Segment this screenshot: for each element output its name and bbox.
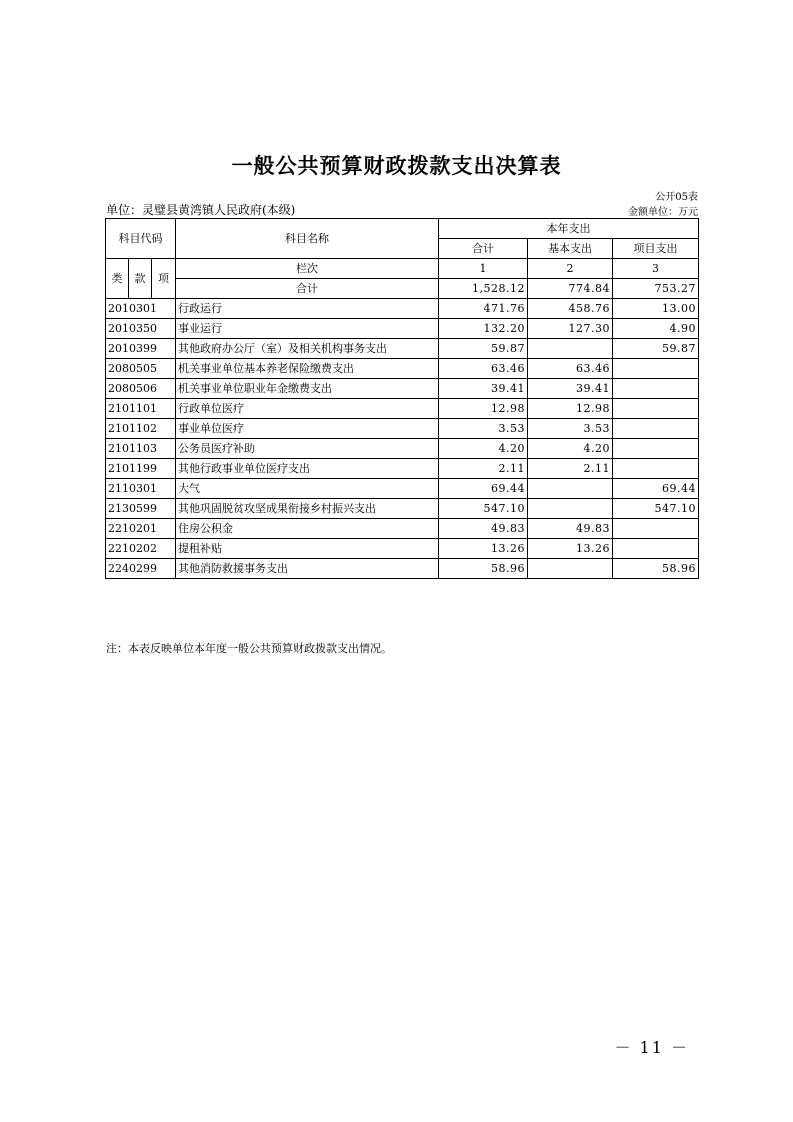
total-row	[106, 279, 699, 299]
subject-code: 2080506	[106, 379, 176, 399]
subject-code: 2010399	[106, 339, 176, 359]
header-project: 项目支出	[613, 239, 699, 259]
reporting-unit: 单位：灵璧县黄湾镇人民政府(本级)	[106, 203, 296, 217]
header-basic: 基本支出	[528, 239, 613, 259]
total-label: 合计	[176, 279, 439, 299]
amount-basic: 39.41	[528, 379, 613, 399]
header-current-year: 本年支出	[439, 219, 699, 239]
table-row	[106, 339, 699, 359]
header-subject-name: 科目名称	[176, 219, 439, 259]
subject-name: 大气	[176, 479, 439, 499]
page-title: 一般公共预算财政拨款支出决算表	[231, 154, 562, 178]
subject-name: 其他政府办公厅（室）及相关机构事务支出	[176, 339, 439, 359]
subject-name: 机关事业单位职业年金缴费支出	[176, 379, 439, 399]
form-number: 公开05表	[655, 192, 698, 203]
amount-total: 58.96	[439, 559, 528, 579]
amount-unit: 金额单位：万元	[628, 207, 698, 218]
amount-basic: 3.53	[528, 419, 613, 439]
subject-name: 公务员医疗补助	[176, 439, 439, 459]
table-row	[106, 399, 699, 419]
subject-name: 事业运行	[176, 319, 439, 339]
amount-project: 13.00	[613, 299, 699, 319]
subject-code: 2010301	[106, 299, 176, 319]
page-number: － 11 －	[614, 1038, 689, 1057]
expenditure-table	[105, 218, 699, 579]
table-row	[106, 299, 699, 319]
subject-name: 其他巩固脱贫攻坚成果衔接乡村振兴支出	[176, 499, 439, 519]
amount-project	[613, 459, 699, 479]
column-number-2: 2	[528, 259, 613, 279]
total-project: 753.27	[613, 279, 699, 299]
subject-name: 住房公积金	[176, 519, 439, 539]
amount-basic	[528, 499, 613, 519]
amount-project	[613, 539, 699, 559]
amount-project	[613, 439, 699, 459]
amount-basic: 127.30	[528, 319, 613, 339]
table-row	[106, 499, 699, 519]
amount-basic	[528, 339, 613, 359]
table-row	[106, 419, 699, 439]
amount-total: 69.44	[439, 479, 528, 499]
subject-code: 2010350	[106, 319, 176, 339]
subject-code: 2101101	[106, 399, 176, 419]
subject-code: 2110301	[106, 479, 176, 499]
amount-project	[613, 379, 699, 399]
subject-name: 行政运行	[176, 299, 439, 319]
subject-name: 机关事业单位基本养老保险缴费支出	[176, 359, 439, 379]
amount-total: 39.41	[439, 379, 528, 399]
amount-total: 132.20	[439, 319, 528, 339]
header-xiang: 项	[152, 259, 176, 299]
amount-basic: 458.76	[528, 299, 613, 319]
table-row	[106, 319, 699, 339]
table-row	[106, 379, 699, 399]
total-basic: 774.84	[528, 279, 613, 299]
amount-total: 13.26	[439, 539, 528, 559]
footnote: 注：本表反映单位本年度一般公共预算财政拨款支出情况。	[106, 642, 392, 655]
subject-code: 2101103	[106, 439, 176, 459]
header-lei: 类	[106, 259, 129, 299]
amount-project	[613, 519, 699, 539]
amount-project: 547.10	[613, 499, 699, 519]
amount-total: 49.83	[439, 519, 528, 539]
amount-project: 69.44	[613, 479, 699, 499]
subject-code: 2080505	[106, 359, 176, 379]
subject-name: 行政单位医疗	[176, 399, 439, 419]
subject-code: 2210201	[106, 519, 176, 539]
amount-basic: 49.83	[528, 519, 613, 539]
amount-basic: 4.20	[528, 439, 613, 459]
amount-project	[613, 359, 699, 379]
column-number-1: 1	[439, 259, 528, 279]
amount-basic	[528, 559, 613, 579]
table-row	[106, 439, 699, 459]
amount-project: 58.96	[613, 559, 699, 579]
amount-total: 3.53	[439, 419, 528, 439]
table-row	[106, 559, 699, 579]
subject-code: 2101199	[106, 459, 176, 479]
amount-total: 547.10	[439, 499, 528, 519]
amount-project	[613, 419, 699, 439]
subject-code: 2210202	[106, 539, 176, 559]
amount-basic: 2.11	[528, 459, 613, 479]
subject-code: 2130599	[106, 499, 176, 519]
subject-name: 事业单位医疗	[176, 419, 439, 439]
amount-project: 59.87	[613, 339, 699, 359]
amount-basic: 13.26	[528, 539, 613, 559]
subject-name: 其他消防救援事务支出	[176, 559, 439, 579]
amount-basic: 12.98	[528, 399, 613, 419]
table-row	[106, 539, 699, 559]
subject-name: 其他行政事业单位医疗支出	[176, 459, 439, 479]
header-total: 合计	[439, 239, 528, 259]
amount-total: 63.46	[439, 359, 528, 379]
header-kuan: 款	[129, 259, 152, 299]
amount-project	[613, 399, 699, 419]
table-row	[106, 459, 699, 479]
header-subject-code: 科目代码	[106, 219, 176, 259]
table-row	[106, 359, 699, 379]
column-number-3: 3	[613, 259, 699, 279]
subject-code: 2101102	[106, 419, 176, 439]
amount-total: 2.11	[439, 459, 528, 479]
amount-basic: 63.46	[528, 359, 613, 379]
table-row	[106, 519, 699, 539]
total-amount: 1,528.12	[439, 279, 528, 299]
amount-total: 4.20	[439, 439, 528, 459]
amount-basic	[528, 479, 613, 499]
amount-total: 59.87	[439, 339, 528, 359]
amount-total: 12.98	[439, 399, 528, 419]
amount-project: 4.90	[613, 319, 699, 339]
table-row	[106, 479, 699, 499]
amount-total: 471.76	[439, 299, 528, 319]
header-column-no: 栏次	[176, 259, 439, 279]
subject-name: 提租补贴	[176, 539, 439, 559]
subject-code: 2240299	[106, 559, 176, 579]
